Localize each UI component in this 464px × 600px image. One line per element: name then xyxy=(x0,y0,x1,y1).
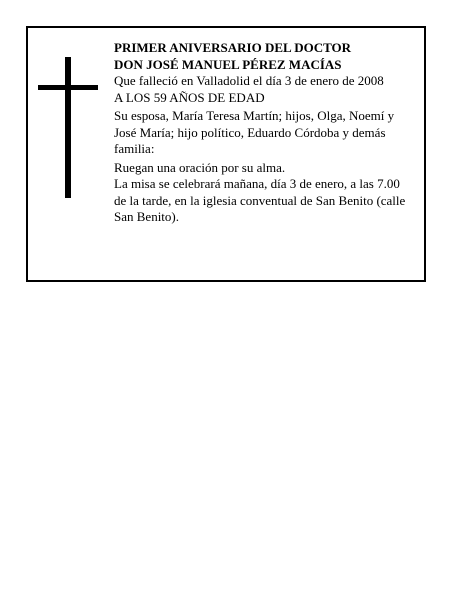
cross-icon-horizontal-bar xyxy=(38,85,98,90)
mass-paragraph: La misa se celebrará mañana, día 3 de enero, a las 7.00 de la tarde, en la iglesia conventual de San Benito (calle San Benito). xyxy=(114,176,406,224)
prayer-line: Ruegan una oración por su alma. xyxy=(114,159,286,175)
death-info: Que falleció en Valladolid el día 3 de enero de 2008 xyxy=(114,73,384,88)
obituary-notice xyxy=(26,26,426,282)
notice-text xyxy=(114,40,414,226)
age-line: A LOS 59 AÑOS DE EDAD xyxy=(114,89,265,105)
title-line-2: DON JOSÉ MANUEL PÉREZ MACÍAS xyxy=(114,56,342,72)
family-paragraph: Su esposa, María Teresa Martín; hijos, Olga, Noemí y José María; hijo político, Eduardo Córdoba y demás familia: xyxy=(114,108,395,156)
cross-icon-vertical-bar xyxy=(65,57,71,198)
title-line-1: PRIMER ANIVERSARIO DEL DOCTOR xyxy=(114,40,352,55)
